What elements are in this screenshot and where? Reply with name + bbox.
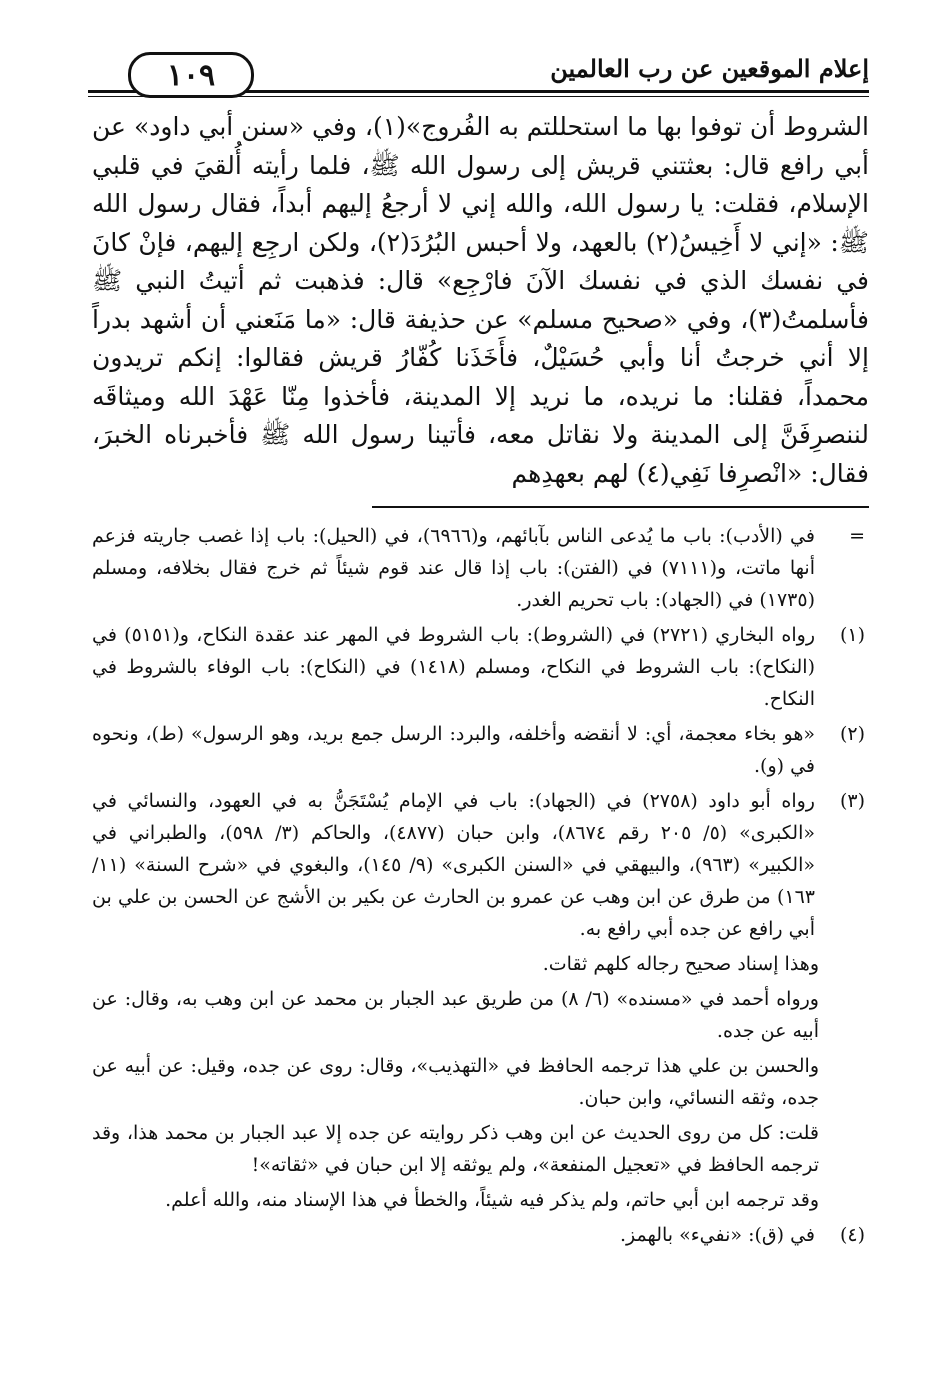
main-paragraph: الشروط أن توفوا بها ما استحللتم به الفُروج»(١)، وفي «سنن أبي داود» عن أبي رافع قال: بعثتني قريش إلى رسول الله ﷺ، فلما رأيته أُلقيَ في قلبي الإسلام، فقلت: يا رسول الله، والله إني لا أرجعُ إليهم أبداً، فقال رسول الله ﷺ: «إني لا أَخِيسُ(٢) بالعهد، ولا أحبس البُرُدَ(٢)، ولكن ارجِع إليهم، فإنْ كانَ في نفسك الذي في نفسك الآنَ فارْجِع» قال: فذهبت ثم أتيتُ النبي ﷺ فأسلمتُ(٣)، وفي «صحيح مسلم» عن حذيفة قال: «ما مَنَعني أن أشهد بدراً إلا أني خرجتُ أنا وأبي حُسَيْلٌ، فأَخَذَنا كُفّارُ قريش فقالوا: إنكم تريدون محمداً، فقلنا: ما نريده، ما نريد إلا المدينة، فأخذوا مِنّا عَهْدَ الله وميثاقَه لننصرِفَنَّ إلى المدينة ولا نقاتل معه، فأتينا رسول الله ﷺ فأخبرناه الخبرَ، فقال: «انْصرِفا نَفِي(٤) لهم بعهدِهم [92,112,870,488]
footnote-mark: (٣) [839,790,865,812]
footnote-mark: (٤) [839,1224,865,1246]
footnote-mark: = [849,525,865,547]
main-text [92,108,869,493]
page-header [88,42,869,98]
footnote-continuation [92,520,869,616]
footnote-text: في (ق): «نفيء» بالهمز. [619,1224,815,1246]
footnote-2 [92,718,869,782]
footnote-separator [372,506,869,508]
footnote-text: رواه البخاري (٢٧٢١) في (الشروط): باب الشروط في المهر عند عقدة النكاح، و(٥١٥١) في (النكاح): باب الشروط في النكاح، ومسلم (١٤١٨) في (النكاح): باب الوفاء بالشروط في النكاح. [92,624,816,710]
footnote-mark: (٢) [839,723,865,745]
footnote-3-paragraph: والحسن بن علي هذا ترجمه الحافظ في «التهذيب»، وقال: روى عن جده، وقيل: عن أبيه عن جده، وثقه النسائي، وابن حبان. [92,1055,819,1109]
footnote-text: «هو بخاء معجمة، أي: لا أنقضه وأخلفه، والبرد: الرسل جمع بريد، وهو الرسول» (ط)، ونحوه في (و). [92,723,815,777]
page-number: ١٠٩ [128,52,254,98]
footnote-3-paragraph: وهذا إسناد صحيح رجاله كلهم ثقات. [542,953,819,975]
footnote-text: رواه أبو داود (٢٧٥٨) في (الجهاد): باب في الإمام يُسْتَجَنُّ به في العهود، والنسائي في «الكبرى» (٥/ ٢٠٥ رقم ٨٦٧٤)، وابن حبان (٤٨٧٧)، والحاكم (٣/ ٥٩٨)، والطبراني في «الكبير» (٩٦٣)، والبيهقي في «السنن الكبرى» (٩/ ١٤٥)، والبغوي في «شرح السنة» (١١/ ١٦٣) من طرق عن ابن وهب عن عمرو بن الحارث عن بكير بن الأشج عن الحسن بن علي بن أبي رافع عن جده أبي رافع به. [92,790,815,940]
footnote-4 [92,1219,869,1251]
footnote-1 [92,619,869,715]
book-title: إعلام الموقعين عن رب العالمين [550,54,869,83]
footnote-3-paragraph: ورواه أحمد في «مسنده» (٦/ ٨) من طريق عبد الجبار بن محمد عن ابن وهب به، وقال: عن أبيه عن جده. [92,988,819,1042]
footnote-3 [92,785,869,945]
footnote-text: في (الأدب): باب ما يُدعى الناس بآبائهم، و(٦٩٦٦)، في (الحيل): باب إذا غصب جاريته فزعم أنها ماتت، و(٧١١١) في (الفتن): باب إذا قال عند قوم شيئاً ثم خرج فقال بخلافه، ومسلم (١٧٣٥) في (الجهاد): باب تحريم الغدر. [92,525,815,611]
footnote-mark: (١) [839,624,865,646]
footnotes [92,520,869,1254]
footnote-3-paragraph: وقد ترجمه ابن أبي حاتم، ولم يذكر فيه شيئاً، والخطأ في هذا الإسناد منه، والله أعلم. [165,1189,819,1211]
footnote-3-paragraph: قلت: كل من روى الحديث عن ابن وهب ذكر روايته عن جده إلا عبد الجبار بن محمد هذا، وقد ترجمه الحافظ في «تعجيل المنفعة»، ولم يوثقه إلا ابن حبان في «ثقاته»! [92,1122,819,1176]
